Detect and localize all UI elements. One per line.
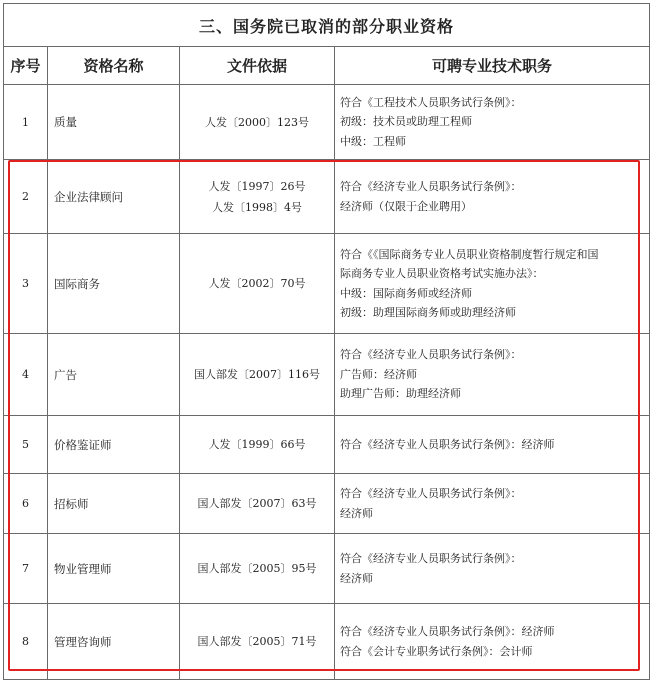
table-title: 三、国务院已取消的部分职业资格	[4, 4, 650, 47]
table-row	[4, 534, 650, 604]
document-basis	[180, 416, 335, 474]
qualification-name: 管理咨询师	[48, 604, 180, 680]
table-row	[4, 604, 650, 680]
eligible-positions	[335, 160, 650, 234]
document-line: 人发〔1998〕4号	[212, 200, 302, 214]
eligible-positions	[335, 416, 650, 474]
qualification-table	[3, 3, 650, 680]
header-duty: 可聘专业技术职务	[335, 47, 650, 85]
eligible-positions	[335, 604, 650, 680]
eligible-positions	[335, 334, 650, 416]
position-line: 初级：助理国际商务师或助理经济师	[340, 306, 516, 319]
document-line: 国人部发〔2005〕95号	[197, 562, 317, 575]
document-basis	[180, 160, 335, 234]
position-line: 中级：工程师	[340, 134, 406, 148]
position-line: 符合《《国际商务专业人员职业资格制度暂行规定和国	[340, 247, 599, 261]
header-no: 序号	[4, 47, 48, 85]
row-number: 2	[4, 160, 48, 234]
row-number: 3	[4, 234, 48, 334]
row-number: 7	[4, 534, 48, 604]
position-line: 初级：技术员或助理工程师	[340, 115, 472, 129]
qualification-name: 价格鉴证师	[48, 416, 180, 474]
qualification-name: 广告	[48, 334, 180, 416]
table-row	[4, 474, 650, 534]
position-line: 符合《经济专业人员职务试行条例》：经济师	[340, 437, 555, 451]
document-basis	[180, 334, 335, 416]
position-line: 助理广告师：助理经济师	[340, 387, 461, 401]
table-row	[4, 160, 650, 234]
row-number: 6	[4, 474, 48, 534]
position-line: 符合《经济专业人员职务试行条例》：	[340, 180, 522, 193]
eligible-positions	[335, 234, 650, 334]
document-basis	[180, 234, 335, 334]
document-line: 人发〔1999〕66号	[208, 438, 306, 451]
position-line: 符合《经济专业人员职务试行条例》：	[340, 487, 522, 500]
table-row	[4, 416, 650, 474]
document-basis	[180, 534, 335, 604]
row-number: 1	[4, 85, 48, 160]
position-line: 中级：国际商务师或经济师	[340, 286, 472, 300]
eligible-positions	[335, 534, 650, 604]
position-line: 广告师：经济师	[340, 367, 417, 381]
table-row	[4, 334, 650, 416]
position-line: 符合《工程技术人员职务试行条例》：	[340, 95, 522, 109]
eligible-positions	[335, 474, 650, 534]
document-basis	[180, 474, 335, 534]
table-row	[4, 234, 650, 334]
position-line: 经济师	[340, 571, 373, 585]
row-number: 4	[4, 334, 48, 416]
qualification-name: 质量	[48, 85, 180, 160]
row-number: 8	[4, 604, 48, 680]
qualification-name: 招标师	[48, 474, 180, 534]
document-line: 国人部发〔2007〕116号	[194, 368, 320, 381]
document-line: 国人部发〔2005〕71号	[197, 635, 317, 648]
document-basis	[180, 85, 335, 160]
document-line: 人发〔2002〕70号	[208, 277, 306, 290]
position-line: 符合《经济专业人员职务试行条例》：经济师	[340, 625, 555, 638]
title-row	[4, 4, 650, 47]
document-basis	[180, 604, 335, 680]
header-row	[4, 47, 650, 85]
eligible-positions	[335, 85, 650, 160]
position-line: 符合《经济专业人员职务试行条例》：	[340, 552, 522, 565]
qualification-name: 物业管理师	[48, 534, 180, 604]
position-line: 际商务专业人员职业资格考试实施办法》：	[340, 267, 544, 280]
position-line: 符合《会计专业职务试行条例》：会计师	[340, 644, 533, 658]
document-line: 国人部发〔2007〕63号	[197, 497, 317, 510]
document-line: 人发〔1997〕26号	[208, 179, 306, 193]
row-number: 5	[4, 416, 48, 474]
header-doc: 文件依据	[180, 47, 335, 85]
position-line: 符合《经济专业人员职务试行条例》：	[340, 348, 522, 362]
qualification-name: 国际商务	[48, 234, 180, 334]
position-line: 经济师（仅限于企业聘用）	[340, 199, 472, 213]
header-name: 资格名称	[48, 47, 180, 85]
position-line: 经济师	[340, 506, 373, 520]
document-line: 人发〔2000〕123号	[205, 115, 309, 129]
table-row	[4, 85, 650, 160]
qualification-name: 企业法律顾问	[48, 160, 180, 234]
